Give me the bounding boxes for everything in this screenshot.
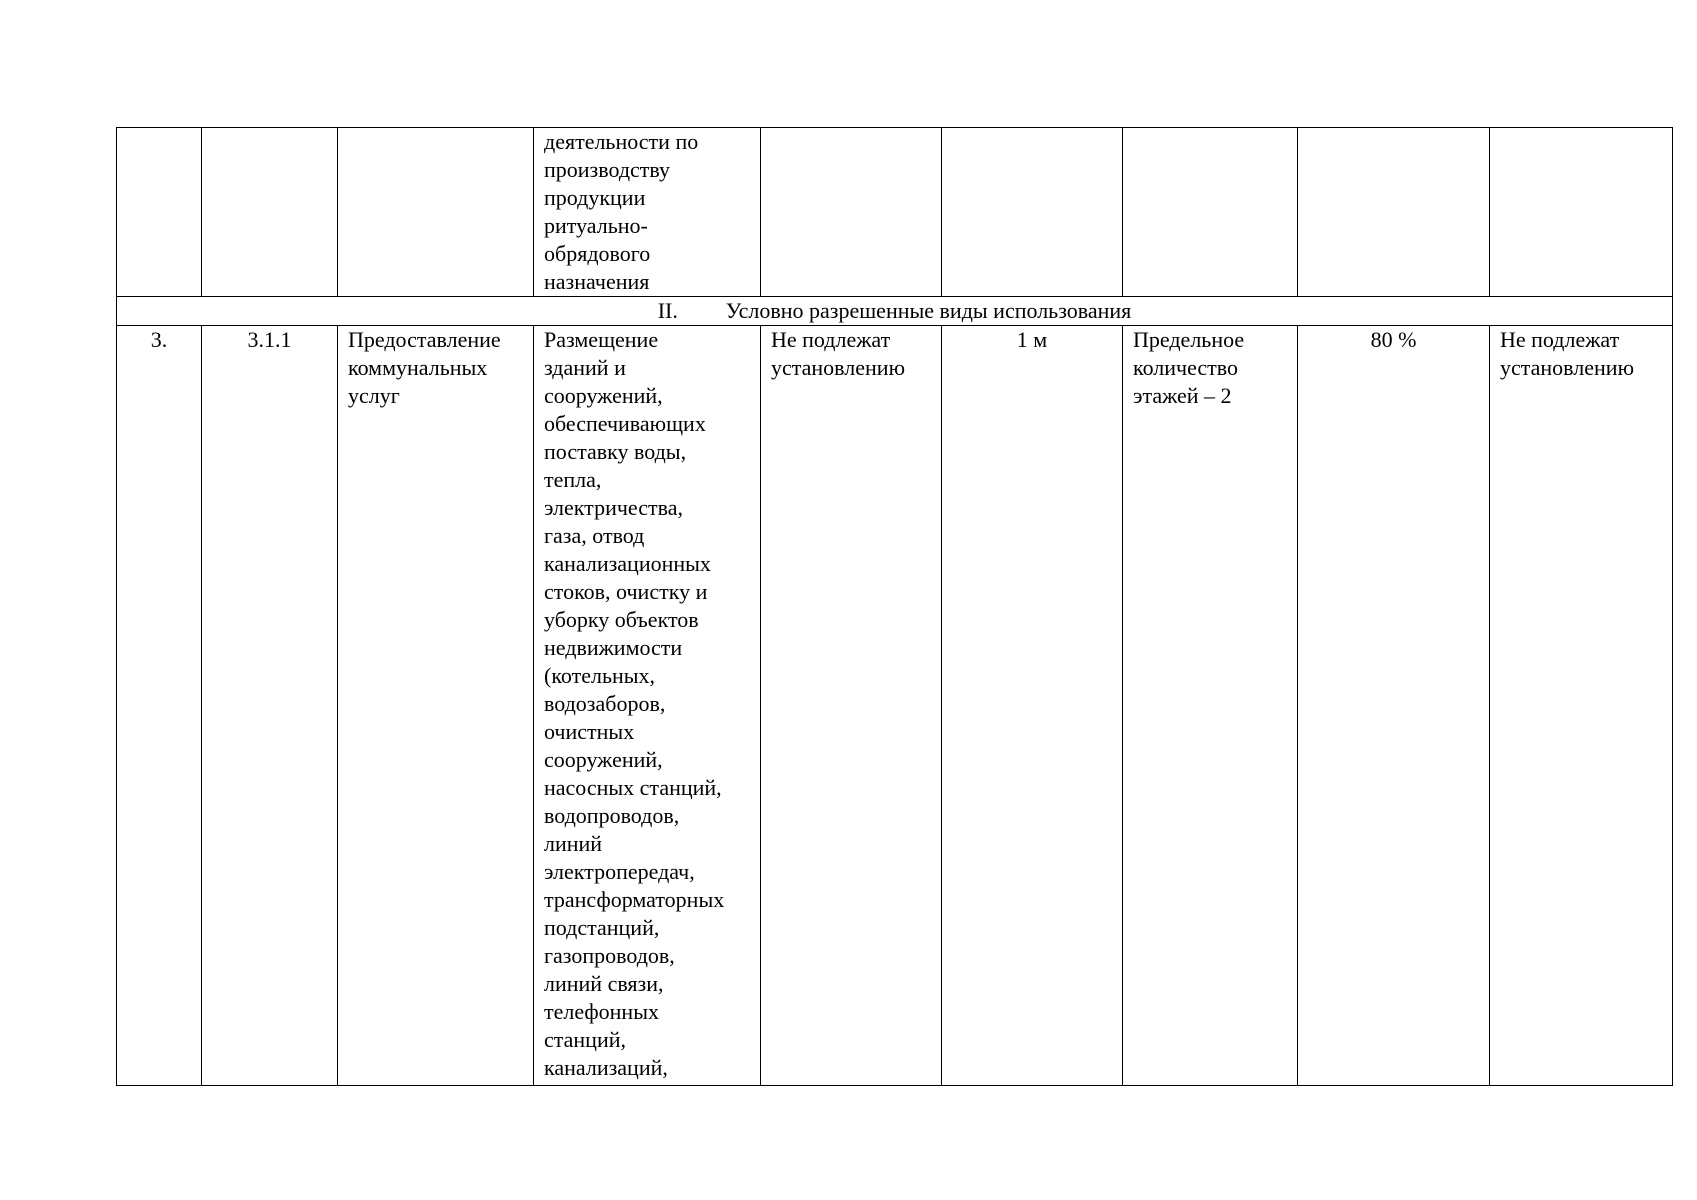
section-title: Условно разрешенные виды использования [725,298,1132,323]
cell-other-params: Не подлежат установлению [1490,326,1673,1086]
cell-floors: Предельное количество этажей – 2 [1123,326,1298,1086]
cell-coverage: 80 % [1298,326,1490,1086]
cell-empty [1298,128,1490,297]
section-heading [117,297,1673,326]
section-number: II. [657,298,678,323]
cell-empty [338,128,534,297]
cell-row-number: 3. [117,326,202,1086]
cell-setback: 1 м [942,326,1123,1086]
cell-empty [942,128,1123,297]
cell-empty [1123,128,1298,297]
cell-code: 3.1.1 [202,326,338,1086]
cell-empty [202,128,338,297]
cell-use-name: Предоставление коммунальных услуг [338,326,534,1086]
cell-empty [1490,128,1673,297]
section-header-row [117,297,1673,326]
cell-min-area: Не подлежат установлению [761,326,942,1086]
table-row-continued [117,128,1673,297]
regulations-table [116,127,1673,1086]
table-row [117,326,1673,1086]
cell-empty [117,128,202,297]
cell-description-continued: деятельности по производству продукции ритуально- обрядового назначения [534,128,761,297]
cell-use-description: Размещение зданий и сооружений, обеспечивающих поставку воды, тепла, электричества, газа, отвод канализационных стоков, очистку и уборку объектов недвижимости (котельных, водозаборов, очистных сооружений, насосных станций, водопроводов, линий электропередач, трансформаторных подстанций, газопроводов, линий связи, телефонных станций, канализаций, [534,326,761,1086]
cell-empty [761,128,942,297]
